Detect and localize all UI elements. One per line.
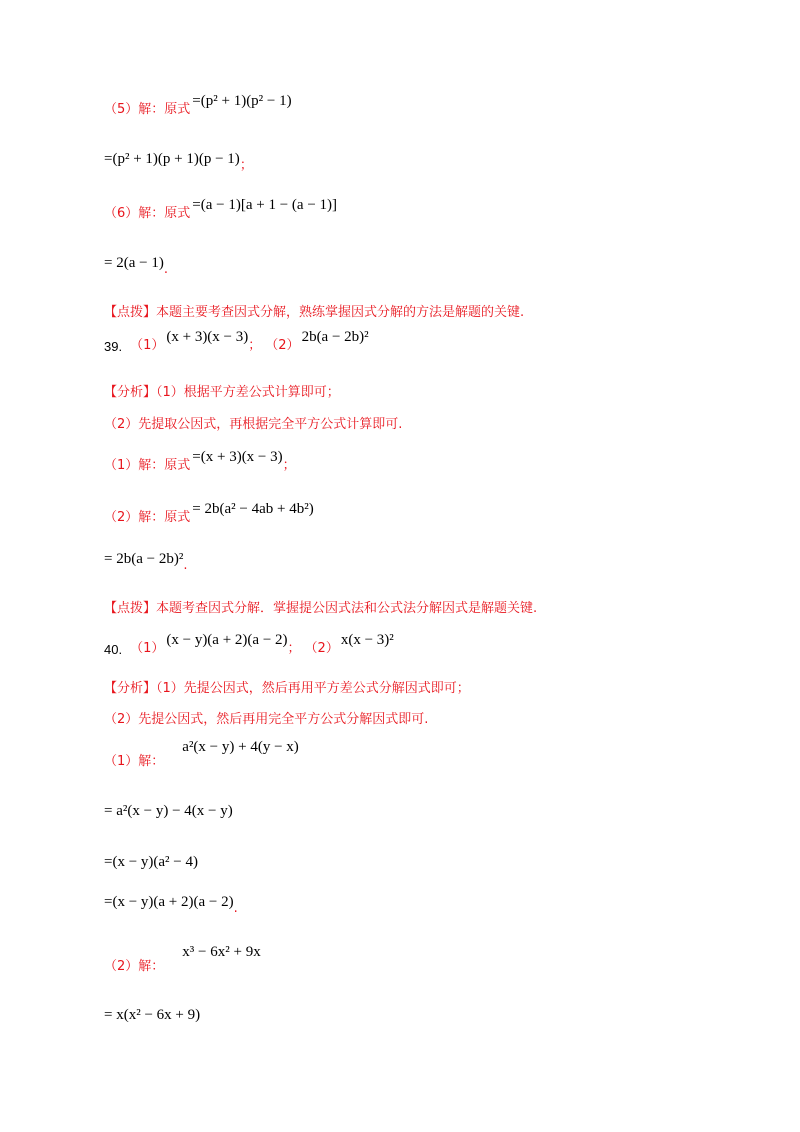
solution-40-1-line-2 <box>104 802 233 820</box>
math-expression: =(p² + 1)(p + 1)(p − 1) <box>104 151 240 167</box>
solution-39-2-line-2 <box>104 550 188 573</box>
solution-label: （2）解：原式 <box>104 510 191 525</box>
separator: ； <box>248 338 262 353</box>
solution-40-2-line-2 <box>104 1006 200 1024</box>
math-expression: = 2b(a − 2b)² <box>104 551 184 567</box>
math-expression: x(x − 3)² <box>340 632 394 648</box>
analysis-text: 【分析】（1）先提公因式，然后再用平方差公式分解因式即可； <box>104 681 470 696</box>
question-number: 40. <box>104 642 123 657</box>
part-label: （1） <box>130 338 165 353</box>
analysis-text: 【分析】（1）根据平方差公式计算即可； <box>104 385 340 400</box>
math-expression: a²(x − y) + 4(y − x) <box>182 739 299 755</box>
solution-5-line-2 <box>104 150 253 173</box>
solution-40-1 <box>104 739 299 770</box>
analysis-40-line-1 <box>104 681 470 697</box>
solution-label: （5）解：原式 <box>104 102 191 117</box>
solution-6-line-1 <box>104 197 338 222</box>
punctuation: . <box>183 558 188 573</box>
punctuation: . <box>233 901 238 916</box>
math-expression: =(x − y)(a² − 4) <box>104 854 199 870</box>
solution-label: （1）解：原式 <box>104 458 191 473</box>
math-expression: x³ − 6x² + 9x <box>182 944 261 960</box>
math-expression: 2b(a − 2b)² <box>301 329 369 345</box>
solution-6-line-2 <box>104 254 168 277</box>
tip-text: 【点拨】本题考查因式分解．掌握提公因式法和公式法分解因式是解题关键. <box>104 601 538 616</box>
math-expression: =(x + 3)(x − 3) <box>192 449 283 465</box>
solution-40-1-line-3 <box>104 853 198 871</box>
tip-text: 【点拨】本题主要考查因式分解，熟练掌握因式分解的方法是解题的关键. <box>104 305 525 320</box>
math-expression: =(a − 1)[a + 1 − (a − 1)] <box>192 197 338 213</box>
analysis-39-line-1 <box>104 385 340 401</box>
answer-39 <box>104 329 369 354</box>
punctuation: ； <box>282 458 296 473</box>
part-label: （1） <box>130 641 165 656</box>
solution-40-1-line-4 <box>104 893 238 916</box>
math-expression: (x − y)(a + 2)(a − 2) <box>166 632 288 648</box>
solution-label: （2）解： <box>104 959 165 974</box>
math-expression: (x + 3)(x − 3) <box>166 329 249 345</box>
punctuation: ； <box>239 158 253 173</box>
math-expression: =(p² + 1)(p² − 1) <box>192 93 292 109</box>
part-label: （2） <box>265 338 300 353</box>
math-expression: =(x − y)(a + 2)(a − 2) <box>104 894 234 910</box>
math-expression: = x(x² − 6x + 9) <box>104 1007 201 1023</box>
math-expression: = a²(x − y) − 4(x − y) <box>104 803 233 819</box>
analysis-40-line-2 <box>104 712 428 728</box>
separator: ； <box>287 641 301 656</box>
solution-39-1 <box>104 449 296 474</box>
tip-paragraph-38 <box>104 305 524 321</box>
analysis-text: （2）先提公因式，然后再用完全平方公式分解因式即可. <box>104 712 429 727</box>
math-expression: = 2(a − 1) <box>104 255 164 271</box>
punctuation: . <box>163 262 168 277</box>
solution-40-2 <box>104 944 261 975</box>
solution-label: （1）解： <box>104 754 165 769</box>
analysis-39-line-2 <box>104 417 402 433</box>
part-label: （2） <box>304 641 339 656</box>
tip-paragraph-39 <box>104 601 537 617</box>
math-expression: = 2b(a² − 4ab + 4b²) <box>192 501 314 517</box>
question-number: 39. <box>104 339 123 354</box>
answer-40 <box>104 632 394 657</box>
solution-39-2 <box>104 501 314 526</box>
solution-5-line-1 <box>104 93 292 118</box>
analysis-text: （2）先提取公因式，再根据完全平方公式计算即可. <box>104 417 403 432</box>
solution-label: （6）解：原式 <box>104 206 191 221</box>
